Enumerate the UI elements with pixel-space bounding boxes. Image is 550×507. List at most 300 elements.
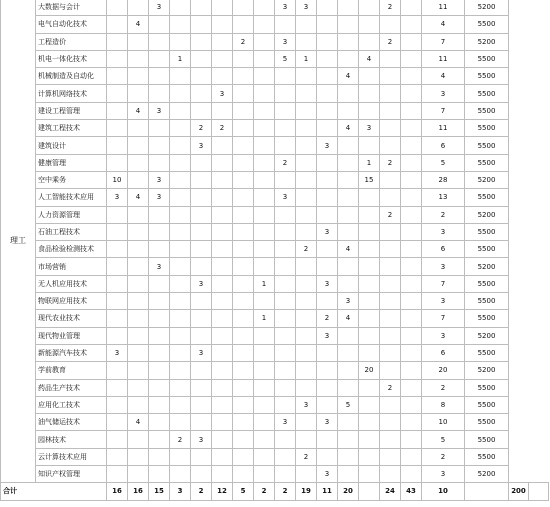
major-name-cell: 建筑工程技术 <box>36 120 107 137</box>
total-cell: 43 <box>401 483 422 500</box>
value-cell <box>401 293 422 310</box>
value-cell <box>275 293 296 310</box>
value-cell <box>401 171 422 188</box>
value-cell <box>296 102 317 119</box>
value-cell <box>107 241 128 258</box>
value-cell <box>170 466 191 483</box>
value-cell <box>401 154 422 171</box>
total-cell: 20 <box>338 483 359 500</box>
value-cell <box>212 154 233 171</box>
value-cell: 11 <box>422 0 465 16</box>
value-cell: 5200 <box>465 327 509 344</box>
value-cell <box>296 189 317 206</box>
value-cell <box>212 16 233 33</box>
value-cell <box>170 362 191 379</box>
value-cell: 10 <box>107 171 128 188</box>
value-cell: 5500 <box>465 431 509 448</box>
value-cell <box>191 33 212 50</box>
value-cell: 2 <box>380 206 401 223</box>
value-cell <box>212 448 233 465</box>
major-name-cell: 机械制造及自动化 <box>36 68 107 85</box>
value-cell <box>254 137 275 154</box>
value-cell: 3 <box>338 293 359 310</box>
value-cell <box>191 396 212 413</box>
value-cell <box>107 102 128 119</box>
value-cell: 1 <box>170 50 191 67</box>
value-cell <box>338 189 359 206</box>
value-cell: 3 <box>359 120 380 137</box>
value-cell <box>380 448 401 465</box>
value-cell <box>317 344 338 361</box>
value-cell <box>128 154 149 171</box>
total-cell: 3 <box>170 483 191 500</box>
value-cell <box>401 327 422 344</box>
value-cell <box>254 258 275 275</box>
value-cell: 3 <box>275 0 296 16</box>
value-cell: 5200 <box>465 466 509 483</box>
value-cell: 4 <box>338 241 359 258</box>
value-cell <box>254 293 275 310</box>
value-cell <box>359 466 380 483</box>
value-cell <box>233 50 254 67</box>
value-cell <box>212 431 233 448</box>
table-row <box>1 206 549 223</box>
value-cell <box>254 241 275 258</box>
value-cell <box>338 327 359 344</box>
value-cell <box>107 206 128 223</box>
value-cell <box>233 137 254 154</box>
major-name-cell: 食品检验检测技术 <box>36 241 107 258</box>
value-cell <box>233 171 254 188</box>
value-cell <box>338 0 359 16</box>
table-row <box>1 327 549 344</box>
value-cell <box>338 85 359 102</box>
value-cell <box>254 344 275 361</box>
total-cell: 2 <box>254 483 275 500</box>
value-cell: 3 <box>191 275 212 292</box>
value-cell <box>212 310 233 327</box>
value-cell <box>275 85 296 102</box>
value-cell <box>359 241 380 258</box>
value-cell <box>359 431 380 448</box>
value-cell <box>212 0 233 16</box>
value-cell <box>359 310 380 327</box>
value-cell <box>149 362 170 379</box>
table-row <box>1 379 549 396</box>
value-cell: 5500 <box>465 275 509 292</box>
total-cell <box>359 483 380 500</box>
value-cell: 1 <box>254 310 275 327</box>
value-cell <box>296 414 317 431</box>
value-cell <box>170 154 191 171</box>
value-cell <box>380 344 401 361</box>
value-cell <box>401 120 422 137</box>
value-cell <box>296 293 317 310</box>
value-cell <box>170 33 191 50</box>
value-cell <box>275 466 296 483</box>
value-cell <box>107 379 128 396</box>
value-cell <box>359 85 380 102</box>
value-cell <box>170 241 191 258</box>
value-cell <box>149 120 170 137</box>
value-cell <box>254 327 275 344</box>
value-cell <box>317 33 338 50</box>
value-cell <box>401 362 422 379</box>
value-cell <box>401 344 422 361</box>
value-cell <box>149 16 170 33</box>
value-cell <box>170 68 191 85</box>
table-row <box>1 137 549 154</box>
value-cell: 2 <box>170 431 191 448</box>
value-cell <box>191 293 212 310</box>
value-cell: 5500 <box>465 85 509 102</box>
value-cell: 2 <box>275 154 296 171</box>
value-cell <box>401 466 422 483</box>
value-cell <box>296 379 317 396</box>
value-cell <box>275 396 296 413</box>
value-cell <box>233 154 254 171</box>
value-cell <box>107 448 128 465</box>
value-cell <box>296 16 317 33</box>
value-cell: 4 <box>359 50 380 67</box>
value-cell <box>338 414 359 431</box>
value-cell <box>149 414 170 431</box>
value-cell: 3 <box>212 85 233 102</box>
value-cell <box>317 431 338 448</box>
value-cell <box>107 68 128 85</box>
value-cell <box>149 293 170 310</box>
value-cell <box>338 275 359 292</box>
value-cell <box>338 171 359 188</box>
value-cell <box>149 50 170 67</box>
value-cell <box>191 206 212 223</box>
value-cell <box>212 396 233 413</box>
value-cell <box>212 241 233 258</box>
table-row <box>1 275 549 292</box>
value-cell <box>380 414 401 431</box>
value-cell <box>191 379 212 396</box>
value-cell <box>191 68 212 85</box>
value-cell <box>296 275 317 292</box>
value-cell <box>380 241 401 258</box>
value-cell <box>317 0 338 16</box>
value-cell <box>401 258 422 275</box>
value-cell <box>296 258 317 275</box>
value-cell: 5200 <box>465 258 509 275</box>
value-cell <box>359 102 380 119</box>
value-cell <box>170 379 191 396</box>
major-name-cell: 无人机应用技术 <box>36 275 107 292</box>
value-cell <box>380 396 401 413</box>
table-row <box>1 171 549 188</box>
value-cell <box>128 344 149 361</box>
value-cell <box>233 293 254 310</box>
value-cell <box>212 275 233 292</box>
value-cell <box>359 293 380 310</box>
value-cell <box>233 379 254 396</box>
value-cell <box>401 396 422 413</box>
value-cell: 5200 <box>465 33 509 50</box>
value-cell <box>275 206 296 223</box>
table-row <box>1 448 549 465</box>
major-name-cell: 应用化工技术 <box>36 396 107 413</box>
value-cell <box>107 275 128 292</box>
value-cell <box>128 362 149 379</box>
value-cell <box>338 137 359 154</box>
major-name-cell: 现代物业管理 <box>36 327 107 344</box>
value-cell: 1 <box>296 50 317 67</box>
major-name-cell: 石油工程技术 <box>36 223 107 240</box>
value-cell <box>275 258 296 275</box>
value-cell <box>191 189 212 206</box>
value-cell <box>149 241 170 258</box>
value-cell <box>401 275 422 292</box>
value-cell: 3 <box>317 223 338 240</box>
value-cell <box>170 189 191 206</box>
value-cell <box>317 293 338 310</box>
value-cell <box>338 344 359 361</box>
total-cell: 24 <box>380 483 401 500</box>
value-cell <box>128 258 149 275</box>
value-cell <box>254 50 275 67</box>
value-cell: 4 <box>422 16 465 33</box>
value-cell <box>317 16 338 33</box>
total-cell: 200 <box>509 483 529 500</box>
value-cell <box>338 102 359 119</box>
value-cell <box>233 310 254 327</box>
value-cell: 3 <box>422 258 465 275</box>
value-cell <box>233 327 254 344</box>
value-cell <box>338 258 359 275</box>
value-cell <box>338 448 359 465</box>
value-cell <box>212 466 233 483</box>
value-cell <box>401 85 422 102</box>
value-cell: 2 <box>380 154 401 171</box>
value-cell <box>191 0 212 16</box>
value-cell <box>254 448 275 465</box>
value-cell: 20 <box>359 362 380 379</box>
value-cell <box>359 327 380 344</box>
value-cell <box>380 466 401 483</box>
value-cell: 4 <box>128 16 149 33</box>
value-cell <box>191 448 212 465</box>
value-cell <box>128 275 149 292</box>
value-cell: 5500 <box>465 241 509 258</box>
major-name-cell: 计算机网络技术 <box>36 85 107 102</box>
table-row <box>1 33 549 50</box>
value-cell <box>338 16 359 33</box>
value-cell <box>338 33 359 50</box>
value-cell <box>359 68 380 85</box>
total-row <box>1 483 549 500</box>
table-row <box>1 414 549 431</box>
value-cell <box>233 206 254 223</box>
total-cell: 19 <box>296 483 317 500</box>
value-cell: 2 <box>191 120 212 137</box>
value-cell <box>380 275 401 292</box>
value-cell <box>233 241 254 258</box>
value-cell: 5 <box>338 396 359 413</box>
major-name-cell: 市场营销 <box>36 258 107 275</box>
value-cell: 7 <box>422 275 465 292</box>
value-cell: 3 <box>107 189 128 206</box>
value-cell <box>317 362 338 379</box>
value-cell: 5500 <box>465 189 509 206</box>
value-cell <box>128 120 149 137</box>
major-name-cell: 学前教育 <box>36 362 107 379</box>
value-cell <box>212 68 233 85</box>
value-cell <box>359 137 380 154</box>
value-cell: 28 <box>422 171 465 188</box>
value-cell <box>212 171 233 188</box>
value-cell <box>170 120 191 137</box>
value-cell <box>254 85 275 102</box>
value-cell: 4 <box>338 68 359 85</box>
major-name-cell: 大数据与会计 <box>36 0 107 16</box>
value-cell <box>359 258 380 275</box>
value-cell <box>170 16 191 33</box>
value-cell <box>317 206 338 223</box>
value-cell <box>380 102 401 119</box>
value-cell: 5 <box>422 154 465 171</box>
value-cell <box>212 33 233 50</box>
value-cell: 5500 <box>465 102 509 119</box>
value-cell <box>170 396 191 413</box>
value-cell <box>170 0 191 16</box>
value-cell <box>296 154 317 171</box>
value-cell <box>212 379 233 396</box>
value-cell <box>254 223 275 240</box>
value-cell <box>128 171 149 188</box>
value-cell <box>401 102 422 119</box>
value-cell: 5500 <box>465 16 509 33</box>
value-cell <box>233 448 254 465</box>
value-cell <box>380 189 401 206</box>
value-cell <box>254 189 275 206</box>
value-cell <box>128 310 149 327</box>
value-cell <box>380 171 401 188</box>
value-cell: 5500 <box>465 396 509 413</box>
value-cell <box>107 466 128 483</box>
value-cell <box>401 241 422 258</box>
value-cell <box>212 223 233 240</box>
value-cell: 3 <box>317 137 338 154</box>
value-cell: 15 <box>359 171 380 188</box>
table-row <box>1 68 549 85</box>
value-cell: 5500 <box>465 137 509 154</box>
value-cell <box>401 448 422 465</box>
major-name-cell: 物联网应用技术 <box>36 293 107 310</box>
value-cell: 7 <box>422 310 465 327</box>
value-cell <box>317 154 338 171</box>
value-cell <box>380 68 401 85</box>
value-cell <box>107 33 128 50</box>
value-cell <box>149 33 170 50</box>
value-cell <box>338 154 359 171</box>
value-cell <box>107 120 128 137</box>
value-cell <box>401 33 422 50</box>
value-cell <box>128 396 149 413</box>
table-row <box>1 344 549 361</box>
value-cell <box>296 137 317 154</box>
value-cell <box>233 0 254 16</box>
value-cell <box>359 206 380 223</box>
value-cell <box>254 414 275 431</box>
value-cell <box>338 206 359 223</box>
value-cell: 2 <box>422 206 465 223</box>
value-cell <box>380 310 401 327</box>
value-cell: 3 <box>317 275 338 292</box>
value-cell: 2 <box>380 33 401 50</box>
total-cell: 10 <box>422 483 465 500</box>
value-cell <box>149 448 170 465</box>
value-cell: 11 <box>422 120 465 137</box>
major-name-cell: 云计算技术应用 <box>36 448 107 465</box>
value-cell: 3 <box>149 0 170 16</box>
value-cell <box>233 258 254 275</box>
value-cell <box>107 258 128 275</box>
value-cell <box>212 344 233 361</box>
value-cell <box>233 189 254 206</box>
value-cell <box>401 16 422 33</box>
value-cell: 3 <box>275 414 296 431</box>
value-cell <box>149 85 170 102</box>
major-name-cell: 建设工程管理 <box>36 102 107 119</box>
value-cell <box>401 310 422 327</box>
value-cell <box>128 379 149 396</box>
value-cell <box>338 223 359 240</box>
major-name-cell: 新能源汽车技术 <box>36 344 107 361</box>
major-name-cell: 机电一体化技术 <box>36 50 107 67</box>
value-cell: 11 <box>422 50 465 67</box>
value-cell <box>107 0 128 16</box>
value-cell <box>170 223 191 240</box>
value-cell <box>275 431 296 448</box>
value-cell <box>317 379 338 396</box>
value-cell <box>296 171 317 188</box>
value-cell <box>296 310 317 327</box>
value-cell <box>254 171 275 188</box>
value-cell <box>191 241 212 258</box>
value-cell: 5500 <box>465 120 509 137</box>
value-cell <box>296 68 317 85</box>
value-cell <box>233 466 254 483</box>
value-cell <box>149 275 170 292</box>
value-cell: 4 <box>338 310 359 327</box>
value-cell: 8 <box>422 396 465 413</box>
value-cell <box>128 33 149 50</box>
value-cell <box>359 223 380 240</box>
value-cell: 3 <box>422 466 465 483</box>
value-cell: 5500 <box>465 68 509 85</box>
value-cell: 3 <box>422 223 465 240</box>
value-cell <box>275 16 296 33</box>
value-cell <box>359 448 380 465</box>
value-cell <box>380 293 401 310</box>
total-cell: 2 <box>275 483 296 500</box>
value-cell <box>107 414 128 431</box>
value-cell <box>233 68 254 85</box>
value-cell <box>107 327 128 344</box>
value-cell: 2 <box>212 120 233 137</box>
value-cell <box>233 223 254 240</box>
value-cell: 3 <box>107 344 128 361</box>
value-cell: 5500 <box>465 448 509 465</box>
value-cell <box>275 448 296 465</box>
table-row <box>1 85 549 102</box>
value-cell <box>107 85 128 102</box>
value-cell: 4 <box>422 68 465 85</box>
